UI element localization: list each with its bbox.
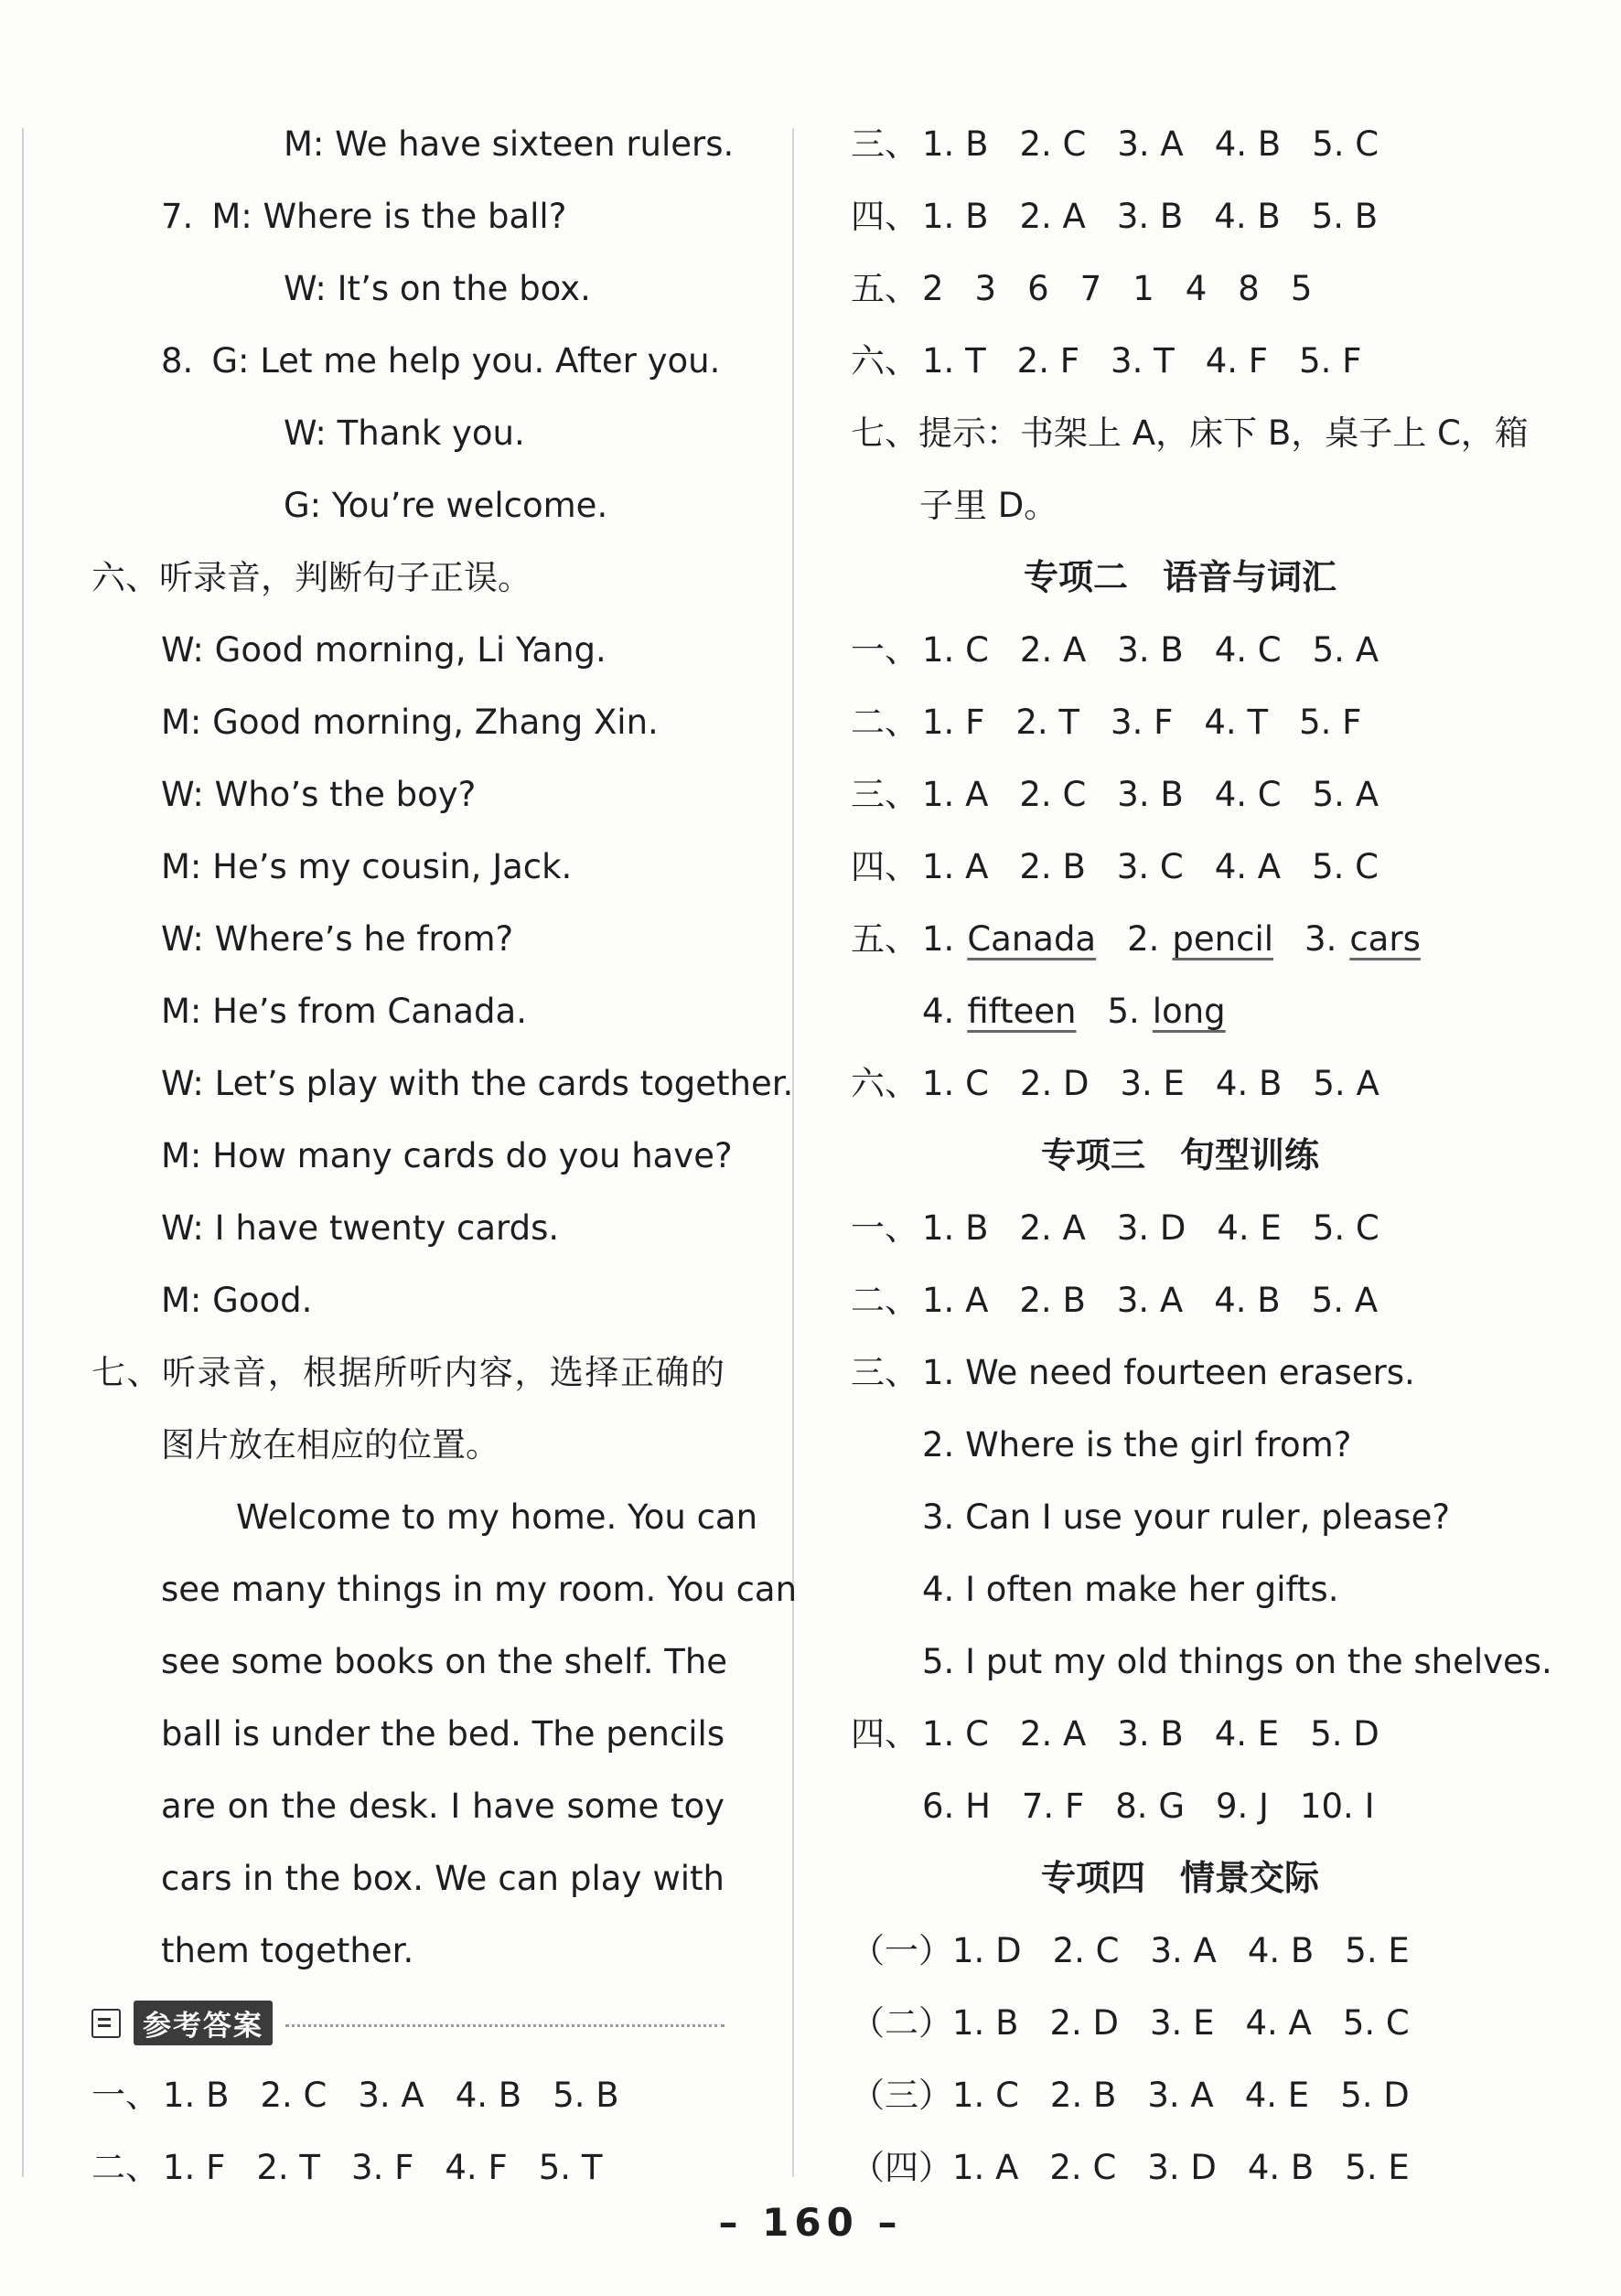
paragraph-line: see many things in my room. You can [161,1570,798,1609]
answer-item: 3. B [1116,197,1184,236]
answer-item: 5. F [1299,703,1362,742]
answer-item: 2. F [1016,341,1080,381]
answer-row [851,325,1509,397]
answer-prefix: 四、 [851,197,918,236]
answer-item: 9. J [1215,1786,1269,1826]
answer-item: 3. D [1116,1208,1186,1248]
sentence-answer: 1. We need fourteen erasers. [922,1353,1415,1392]
dialog-line: M: Good morning, Zhang Xin. [161,703,659,742]
answer-row [851,1047,1509,1120]
paragraph-line: Welcome to my home. You can [236,1497,758,1537]
answer-item: 4. F [445,2148,508,2187]
dialog-line: G: You’re welcome. [284,486,608,525]
answer-item: 3. A [1116,1281,1184,1320]
sentence-answer: 5. I put my old things on the shelves. [922,1642,1552,1681]
answer-item: 4. B [1247,1931,1315,1970]
word-number: 3. [1304,919,1337,959]
section-title: 六、听录音，判断句子正误。 [91,558,531,597]
section-title: 七、听录音，根据所听内容，选择正确的 [91,1353,725,1392]
answer-row [851,2059,1509,2131]
answer-item: 3. A [1147,2076,1214,2115]
paragraph-line: see some books on the shelf. The [161,1642,728,1681]
left-column [91,108,798,2204]
answer-item: 1. C [922,1064,989,1103]
answer-item: 5. A [1312,630,1379,670]
dialog-line: W: I have twenty cards. [161,1208,560,1248]
word-answer: cars [1349,919,1421,959]
answer-prefix: 二、 [851,1281,918,1320]
answer-item: 2. A [1019,197,1086,236]
answer-items [922,831,1410,903]
answer-prefix: 五、 [851,919,918,959]
answer-item: 5. C [1312,124,1379,164]
answer-item: 3. E [1150,2003,1215,2043]
question-8 [91,325,732,397]
answer-item: 4. B [1214,1281,1281,1320]
word-number: 4. [922,992,955,1031]
question-7 [91,180,732,252]
answer-item: 3. A [1117,124,1184,164]
answer-item: 2. A [1019,630,1087,670]
answer-items [163,2059,650,2131]
word-answer: long [1152,992,1226,1031]
answer-item: 5. B [553,2076,619,2115]
dialog-line: W: Let’s play with the cards together. [161,1064,794,1103]
answer-item: 4. C [1214,775,1282,814]
reference-answer-label: 参考答案 [134,2001,273,2045]
answer-items [922,108,1410,180]
dialog-line: W: It’s on the box. [284,269,591,308]
answer-item: 5. C [1312,847,1379,886]
answer-row [851,831,1509,903]
answer-item: 2. T [1015,703,1080,742]
answer-items [952,1987,1441,2059]
right-column [851,108,1552,2204]
answer-row [851,108,1509,180]
answer-item: 4. B [1214,124,1282,164]
answer-prefix: （三） [851,2076,952,2115]
sentence-row [851,1336,1509,1409]
answer-items [163,2131,633,2204]
answer-items [922,758,1410,831]
answer-item: 3. B [1117,630,1184,670]
dialog-line: W: Thank you. [284,413,525,453]
answer-items [922,1192,1411,1264]
answer-item: 5. E [1345,2148,1410,2187]
answer-item: 3. E [1120,1064,1185,1103]
answer-prefix: （四） [851,2148,952,2187]
answer-item: 4. E [1244,2076,1310,2115]
answer-item: 3. F [1111,703,1174,742]
dialog-line: W: Who’s the boy? [161,775,477,814]
answer-item: 2. C [1052,1931,1120,1970]
answer-item: 3. A [358,2076,424,2115]
book-icon [91,2009,121,2038]
answer-item: 5. D [1310,1714,1379,1754]
topic-heading: 专项四 情景交际 [1040,1858,1319,1898]
answer-row [851,1698,1509,1770]
answer-item: 3. D [1147,2148,1217,2187]
answer-prefix: （二） [851,2003,952,2043]
dialog-line: W: Where’s he from? [161,919,514,959]
answer-item: 2. B [1019,847,1086,886]
answer-item: 2. D [1019,1064,1090,1103]
answer-item: 5. D [1340,2076,1410,2115]
answer-row [851,1264,1509,1336]
answer-items [922,1047,1411,1120]
answer-item: 4. A [1214,847,1282,886]
page-number: – 160 – [718,2200,903,2245]
answer-prefix: 三、 [851,124,918,164]
answer-items [922,1264,1409,1336]
answer-item: 2. B [1049,2076,1117,2115]
answer-item: 3. T [1111,341,1175,381]
answer-prefix: 六、 [851,1064,918,1103]
answer-item: 1. T [922,341,986,381]
answer-item: 6. H [922,1786,991,1826]
answer-item: 5. A [1311,1281,1379,1320]
answer-item: 2 [922,269,944,308]
section-title-cont: 图片放在相应的位置。 [161,1425,499,1465]
answer-row [91,2059,732,2131]
answer-prefix: 一、 [851,630,918,670]
dialog-line: M: Good. [161,1281,313,1320]
answer-items [952,2131,1441,2204]
dotted-rule [285,2024,725,2027]
answer-item: 5. E [1345,1931,1410,1970]
answer-item: 1. B [922,1208,989,1248]
answer-prefix: 五、 [851,269,918,308]
reference-answer-header [91,1987,725,2059]
topic-heading: 专项二 语音与词汇 [1023,557,1337,597]
answer-item: 5. B [1311,197,1379,236]
answer-items [922,614,1410,686]
answer-item: 2. C [1019,124,1087,164]
answer-item: 5. T [538,2148,603,2187]
answer-item: 3. B [1117,1714,1184,1754]
sentence-answer: 2. Where is the girl from? [922,1425,1352,1465]
answer-item: 1. C [952,2076,1019,2115]
answer-item: 1. C [922,1714,989,1754]
answer-item: 4. C [1214,630,1282,670]
dialog-line: M: He’s my cousin, Jack. [161,847,573,886]
dialog-line: W: Good morning, Li Yang. [161,630,607,670]
word-number: 1. [922,919,955,959]
dialog-line: M: He’s from Canada. [161,992,527,1031]
answer-item: 3. B [1117,775,1184,814]
answer-item: 1. B [952,2003,1019,2043]
answer-row-words [851,903,1509,975]
answer-item: 1. F [163,2148,226,2187]
word-answer: pencil [1172,919,1274,959]
answer-item: 4. B [1247,2148,1315,2187]
answer-items [922,1698,1411,1770]
answer-item: 3. C [1116,847,1184,886]
paragraph-line: them together. [161,1931,414,1970]
answer-item: 1. A [922,1281,989,1320]
hint-line: 七、提示：书架上 A，床下 B，桌子上 C，箱 [851,413,1529,453]
answer-item: 10. I [1299,1786,1375,1826]
answer-item: 3. A [1150,1931,1217,1970]
answer-item: 4. F [1205,341,1269,381]
answer-prefix: 二、 [851,703,918,742]
word-number: 2. [1127,919,1160,959]
answer-prefix: 二、 [91,2148,159,2187]
answer-item: 2. B [1019,1281,1086,1320]
answer-item: 1. C [922,630,989,670]
answer-item: 1. D [952,1931,1022,1970]
answer-item: 8. G [1115,1786,1185,1826]
answer-prefix: 四、 [851,847,918,886]
sentence-answer: 4. I often make her gifts. [922,1570,1339,1609]
answer-item: 4 [1185,269,1208,308]
question-number: 8. [161,341,194,381]
word-answer: fifteen [967,992,1077,1031]
hint-line-cont: 子里 D。 [919,486,1058,525]
answer-item: 2. C [1019,775,1087,814]
answer-item: 5. C [1312,1208,1379,1248]
answer-row [851,1770,1509,1842]
answer-item: 3 [974,269,997,308]
answer-item: 5. A [1313,1064,1379,1103]
answer-prefix: 一、 [851,1208,918,1248]
paragraph-line: are on the desk. I have some toy [161,1786,725,1826]
answer-row [851,252,1509,325]
answer-item: 2. T [256,2148,321,2187]
answer-prefix: 三、 [851,775,918,814]
paragraph-line: cars in the box. We can play with [161,1859,725,1898]
question-number: 7. [161,197,194,236]
answer-item: 4. T [1204,703,1269,742]
answer-item: 1. F [922,703,985,742]
answer-prefix: 六、 [851,341,918,381]
answer-item: 6 [1027,269,1049,308]
topic-heading: 专项三 句型训练 [1040,1135,1319,1175]
answer-item: 1 [1133,269,1154,308]
answer-row [91,2131,732,2204]
dialog-line: M: How many cards do you have? [161,1136,733,1175]
answer-row [851,758,1509,831]
page-edge-line [22,128,24,2177]
answer-row [851,1192,1509,1264]
dialog-text: G: Let me help you. After you. [211,341,721,381]
answer-item: 1. A [952,2148,1019,2187]
answer-row-words [851,975,1509,1047]
answer-item: 4. B [455,2076,522,2115]
answer-item: 5. C [1342,2003,1410,2043]
dialog-text: M: Where is the ball? [211,197,567,236]
answer-items [952,1915,1441,1987]
answer-item: 3. F [351,2148,414,2187]
answer-items [922,686,1392,758]
answer-item: 5. A [1312,775,1379,814]
paragraph-line: ball is under the bed. The pencils [161,1714,725,1754]
answer-item: 7 [1079,269,1102,308]
answer-item: 2. D [1049,2003,1120,2043]
answer-item: 1. B [163,2076,230,2115]
answer-item: 4. B [1214,197,1281,236]
answer-item: 1. B [922,197,989,236]
answer-item: 2. C [260,2076,327,2115]
word-answer: Canada [967,919,1097,959]
answer-item: 4. E [1214,1714,1280,1754]
answer-prefix: 四、 [851,1714,918,1754]
answer-prefix: （一） [851,1931,952,1970]
answer-item: 1. A [922,775,989,814]
answer-row [851,614,1509,686]
word-number: 5. [1107,992,1140,1031]
answer-item: 1. B [922,124,989,164]
answer-prefix: 一、 [91,2076,159,2115]
answer-items [952,2059,1441,2131]
answer-item: 8 [1238,269,1260,308]
answer-item: 2. C [1049,2148,1117,2187]
dialog-line: M: We have sixteen rulers. [284,124,735,164]
answer-item: 2. A [1019,1208,1086,1248]
answer-items [922,252,1343,325]
answer-item: 7. F [1021,1786,1085,1826]
answer-items [922,180,1409,252]
sentence-answer: 3. Can I use your ruler, please? [922,1497,1450,1537]
answer-row [851,686,1509,758]
answer-row [851,180,1509,252]
column-divider [792,128,794,2177]
answer-item: 4. A [1245,2003,1312,2043]
answer-item: 5 [1290,269,1313,308]
answer-item: 1. A [922,847,989,886]
answer-row [851,2131,1509,2204]
answer-item: 2. A [1019,1714,1087,1754]
answer-item: 4. B [1215,1064,1283,1103]
answer-items [922,325,1392,397]
answer-item: 5. F [1299,341,1362,381]
answer-items [922,1770,1405,1842]
answer-row [851,1987,1509,2059]
answer-item: 4. E [1217,1208,1282,1248]
answer-prefix: 三、 [851,1353,918,1392]
answer-row [851,1915,1509,1987]
